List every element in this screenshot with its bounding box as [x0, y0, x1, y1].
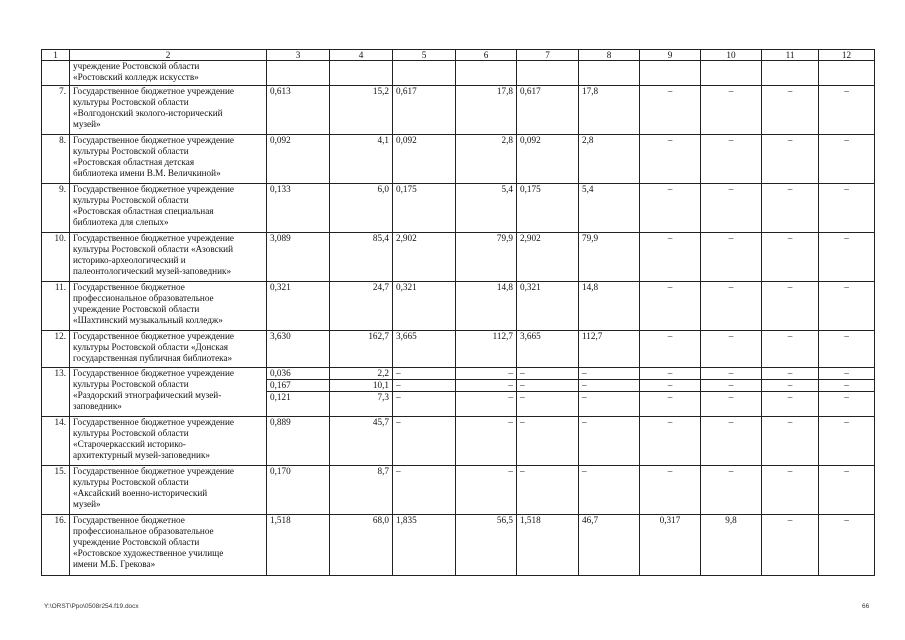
table-row [42, 86, 875, 135]
name-line: культуры Ростовской области [73, 428, 189, 438]
sub-value: 0,036 [267, 368, 329, 380]
value-cell: 17,8 [456, 86, 517, 135]
value-cell: – [762, 417, 819, 466]
value-cell: – [640, 86, 701, 135]
value-cell: – [762, 86, 819, 135]
value-cell: 5,4 [456, 184, 517, 233]
sub-value: – [456, 368, 516, 380]
value-cell: – [579, 417, 640, 466]
name-line: Государственное бюджетное учреждение [73, 331, 234, 341]
value-cell: 2,902 [393, 233, 456, 282]
institution-name [70, 86, 267, 135]
sub-value: – [582, 392, 587, 402]
name-line: культуры Ростовской области [73, 477, 189, 487]
value-cell [456, 61, 517, 86]
column-number: 9 [640, 50, 701, 61]
table-row [42, 282, 875, 331]
value-cell: – [762, 233, 819, 282]
value-cell: 0,321 [393, 282, 456, 331]
value-cell: 2,902 [517, 233, 579, 282]
value-cell: – [701, 282, 762, 331]
column-number: 12 [819, 50, 875, 61]
name-line: музей» [73, 119, 101, 129]
column-number: 5 [393, 50, 456, 61]
value-cell: 5,4 [579, 184, 640, 233]
value-cell: – [640, 466, 701, 515]
value-cell [456, 368, 517, 417]
name-line: Государственное бюджетное учреждение [73, 184, 234, 194]
value-cell: 0,092 [517, 135, 579, 184]
page-number: 66 [862, 603, 870, 610]
sub-value: – [762, 368, 818, 380]
value-cell: 3,630 [267, 331, 330, 368]
value-cell: – [456, 417, 517, 466]
column-number: 4 [330, 50, 393, 61]
value-cell: 1,518 [517, 515, 579, 576]
sub-value: – [517, 380, 578, 392]
value-cell [762, 61, 819, 86]
institution-name [70, 417, 267, 466]
sub-value: – [640, 380, 700, 392]
value-cell [579, 61, 640, 86]
value-cell: 0,613 [267, 86, 330, 135]
sub-value: – [456, 380, 516, 392]
value-cell: – [701, 86, 762, 135]
value-cell: – [701, 466, 762, 515]
name-line: «Ростовская областная детская [73, 157, 195, 167]
institution-name [70, 466, 267, 515]
sub-value: – [517, 368, 578, 380]
sub-value: – [640, 368, 700, 380]
value-cell: 56,5 [456, 515, 517, 576]
value-cell: 9,8 [701, 515, 762, 576]
sub-value: – [844, 392, 849, 402]
value-cell: – [762, 184, 819, 233]
value-cell: 3,665 [393, 331, 456, 368]
value-cell: – [640, 417, 701, 466]
sub-value: – [393, 380, 455, 392]
row-number: 7. [42, 86, 70, 135]
name-line: культуры Ростовской области [73, 97, 189, 107]
name-line: «Старочеркасский историко- [73, 439, 186, 449]
value-cell: 3,665 [517, 331, 579, 368]
institution-name [70, 282, 267, 331]
name-line: Государственное бюджетное учреждение [73, 86, 234, 96]
value-cell: 0,092 [393, 135, 456, 184]
value-cell: – [701, 233, 762, 282]
value-cell: – [762, 466, 819, 515]
institution-name [70, 135, 267, 184]
value-cell: – [640, 233, 701, 282]
name-line: палеонтологический музей-заповедник» [73, 266, 232, 276]
row-number: 11. [42, 282, 70, 331]
sub-value: – [762, 380, 818, 392]
row-number: 13. [42, 368, 70, 417]
sub-value: 0,121 [270, 392, 291, 402]
value-cell [330, 61, 393, 86]
value-cell: 0,317 [640, 515, 701, 576]
name-line: «Ростовский колледж искусств» [73, 72, 199, 82]
value-cell: – [819, 86, 875, 135]
column-number: 2 [70, 50, 267, 61]
value-cell: – [640, 331, 701, 368]
column-number: 8 [579, 50, 640, 61]
institution-name [70, 233, 267, 282]
value-cell [640, 61, 701, 86]
value-cell: – [819, 184, 875, 233]
value-cell: – [819, 282, 875, 331]
value-cell: – [393, 466, 456, 515]
value-cell [393, 368, 456, 417]
value-cell: 79,9 [579, 233, 640, 282]
row-number: 14. [42, 417, 70, 466]
row-number: 10. [42, 233, 70, 282]
value-cell: – [456, 466, 517, 515]
sub-value: – [393, 368, 455, 380]
value-cell: 46,7 [579, 515, 640, 576]
value-cell: – [819, 135, 875, 184]
name-line: «Ростовская областная специальная [73, 206, 214, 216]
value-cell [393, 61, 456, 86]
header-row [42, 50, 875, 61]
name-line: профессиональное образовательное [73, 293, 214, 303]
value-cell: 0,321 [267, 282, 330, 331]
sub-value: – [667, 392, 673, 402]
value-cell: – [517, 417, 579, 466]
value-cell: 14,8 [579, 282, 640, 331]
sub-value: 0,167 [267, 380, 329, 392]
value-cell: – [517, 466, 579, 515]
value-cell: 0,170 [267, 466, 330, 515]
value-cell: – [640, 184, 701, 233]
name-line: архитектурный музей-заповедник» [73, 450, 210, 460]
sub-value: – [701, 380, 761, 392]
name-line: имени М.Б. Грекова» [73, 559, 156, 569]
value-cell: 3,089 [267, 233, 330, 282]
value-cell: – [762, 282, 819, 331]
value-cell: 17,8 [579, 86, 640, 135]
name-line: «Шахтинский музыкальный колледж» [73, 315, 223, 325]
row-number: 12. [42, 331, 70, 368]
value-cell [579, 368, 640, 417]
name-line: библиотека для слепых» [73, 217, 169, 227]
table-row [42, 61, 875, 86]
name-line: «Ростовское художественное училище [73, 548, 224, 558]
value-cell: – [579, 466, 640, 515]
value-cell: – [819, 417, 875, 466]
column-number: 1 [42, 50, 70, 61]
value-cell [701, 368, 762, 417]
name-line: Государственное бюджетное учреждение [73, 135, 234, 145]
value-cell: – [819, 515, 875, 576]
value-cell [819, 368, 875, 417]
column-number: 11 [762, 50, 819, 61]
value-cell: 0,617 [393, 86, 456, 135]
institution-name [70, 515, 267, 576]
value-cell: – [640, 135, 701, 184]
name-line: культуры Ростовской области [73, 195, 189, 205]
value-cell: 2,8 [579, 135, 640, 184]
table-row [42, 184, 875, 233]
sub-value: – [579, 380, 639, 392]
value-cell: 2,8 [456, 135, 517, 184]
sub-value: 10,1 [330, 380, 392, 392]
name-line: Государственное бюджетное учреждение [73, 233, 234, 243]
value-cell: 6,0 [330, 184, 393, 233]
table-row [42, 368, 875, 417]
sub-value: – [819, 368, 874, 380]
value-cell: 45,7 [330, 417, 393, 466]
name-line: учреждение Ростовской области [73, 61, 200, 71]
value-cell: 1,518 [267, 515, 330, 576]
name-line: культуры Ростовской области «Азовский [73, 244, 233, 254]
value-cell: 8,7 [330, 466, 393, 515]
value-cell: – [819, 331, 875, 368]
value-cell: – [819, 466, 875, 515]
institution-name [70, 368, 267, 417]
table-row [42, 331, 875, 368]
name-line: учреждение Ростовской области [73, 537, 200, 547]
value-cell [701, 61, 762, 86]
name-line: профессиональное образовательное [73, 526, 214, 536]
value-cell: 68,0 [330, 515, 393, 576]
name-line: Государственное бюджетное [73, 282, 185, 292]
value-cell: 112,7 [456, 331, 517, 368]
value-cell: 112,7 [579, 331, 640, 368]
value-cell: 0,092 [267, 135, 330, 184]
value-cell: 162,7 [330, 331, 393, 368]
value-cell: 15,2 [330, 86, 393, 135]
column-number: 6 [456, 50, 517, 61]
value-cell [517, 61, 579, 86]
table-row [42, 135, 875, 184]
sub-value: – [701, 368, 761, 380]
value-cell: – [762, 515, 819, 576]
name-line: заповедник» [73, 401, 122, 411]
value-cell [267, 368, 330, 417]
value-cell: – [819, 233, 875, 282]
row-number: 9. [42, 184, 70, 233]
name-line: музей» [73, 499, 101, 509]
column-number: 3 [267, 50, 330, 61]
column-number: 7 [517, 50, 579, 61]
row-number: 8. [42, 135, 70, 184]
value-cell: – [762, 331, 819, 368]
value-cell: 24,7 [330, 282, 393, 331]
sub-value: – [728, 392, 734, 402]
institution-name [70, 331, 267, 368]
value-cell: 0,133 [267, 184, 330, 233]
name-line: Государственное бюджетное [73, 515, 185, 525]
value-cell: 85,4 [330, 233, 393, 282]
table-row [42, 417, 875, 466]
value-cell: – [762, 135, 819, 184]
value-cell: – [701, 331, 762, 368]
name-line: Государственное бюджетное учреждение [73, 368, 234, 378]
value-cell [819, 61, 875, 86]
sub-value: – [787, 392, 793, 402]
name-line: «Аксайский военно-исторический [73, 488, 208, 498]
sub-value: 2,2 [330, 368, 392, 380]
file-path: Y:\ORST\Ppo\0508r254.f19.docx [44, 603, 139, 610]
sub-value: – [520, 392, 525, 402]
name-line: «Волгодонский эколого-исторический [73, 108, 223, 118]
sub-value: – [508, 392, 513, 402]
value-cell [517, 368, 579, 417]
value-cell: 1,835 [393, 515, 456, 576]
sub-value: – [819, 380, 874, 392]
budget-table [41, 49, 875, 576]
name-line: Государственное бюджетное учреждение [73, 417, 234, 427]
value-cell [267, 61, 330, 86]
institution-name [70, 61, 267, 86]
value-cell: – [393, 417, 456, 466]
table-row [42, 233, 875, 282]
name-line: культуры Ростовской области «Донская [73, 342, 229, 352]
name-line: культуры Ростовской области [73, 146, 189, 156]
name-line: культуры Ростовской области [73, 379, 189, 389]
value-cell: – [701, 135, 762, 184]
row-number: 16. [42, 515, 70, 576]
value-cell: 0,175 [393, 184, 456, 233]
sub-value: – [396, 392, 401, 402]
row-number [42, 61, 70, 86]
row-number: 15. [42, 466, 70, 515]
value-cell: 0,321 [517, 282, 579, 331]
value-cell [640, 368, 701, 417]
value-cell: 79,9 [456, 233, 517, 282]
value-cell: 0,175 [517, 184, 579, 233]
name-line: библиотека имени В.М. Величкиной» [73, 168, 221, 178]
name-line: учреждение Ростовской области [73, 304, 200, 314]
name-line: Государственное бюджетное учреждение [73, 466, 234, 476]
value-cell [762, 368, 819, 417]
sub-value: 7,3 [377, 392, 389, 402]
value-cell [330, 368, 393, 417]
name-line: «Раздорский этнографический музей- [73, 390, 222, 400]
value-cell: 14,8 [456, 282, 517, 331]
sub-value: – [579, 368, 639, 380]
table-row [42, 515, 875, 576]
value-cell: – [640, 282, 701, 331]
column-number: 10 [701, 50, 762, 61]
value-cell: – [701, 184, 762, 233]
name-line: историко-археологический и [73, 255, 186, 265]
value-cell: – [701, 417, 762, 466]
value-cell: 4,1 [330, 135, 393, 184]
table-row [42, 466, 875, 515]
value-cell: 0,889 [267, 417, 330, 466]
value-cell: 0,617 [517, 86, 579, 135]
institution-name [70, 184, 267, 233]
name-line: государственная публичная библиотека» [73, 353, 233, 363]
